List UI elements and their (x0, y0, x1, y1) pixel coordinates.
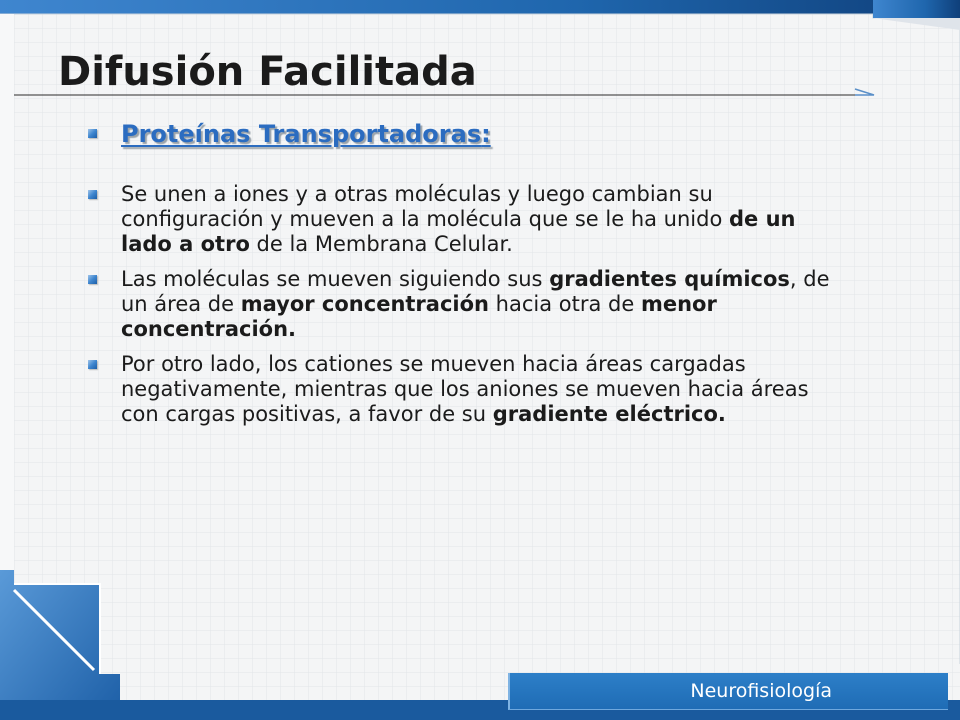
text-segment: , de un área de (121, 267, 830, 316)
text-segment: Las moléculas se mueven siguiendo sus (121, 267, 550, 291)
bullet-text (121, 182, 843, 257)
bold-text: menor concentración. (121, 292, 717, 341)
square-bullet-icon (88, 190, 97, 199)
bullet-item (88, 352, 848, 427)
bullet-text (121, 267, 843, 342)
text-segment: Se unen a iones y a otras moléculas y luego cambian su configuración y mueven a la molécula que se le ha unido (121, 182, 729, 231)
bold-text: gradientes químicos (549, 267, 790, 291)
bold-text: gradiente eléctrico. (492, 402, 726, 426)
footer-label: Neurofisiología (690, 680, 832, 702)
square-bullet-icon (88, 275, 97, 284)
text-segment: de la Membrana Celular. (249, 232, 513, 256)
slide-title: Difusión Facilitada (58, 49, 477, 95)
bold-text: de un lado a otro (121, 207, 796, 256)
subheading-text: Proteínas Transportadoras (121, 120, 482, 148)
subheading (121, 120, 491, 148)
square-bullet-icon (88, 129, 97, 138)
bullet-list (88, 182, 848, 427)
square-bullet-icon (88, 360, 97, 369)
slide-body (88, 120, 848, 437)
bullet-text (121, 352, 843, 427)
subheading-suffix: : (481, 120, 491, 148)
text-segment: Por otro lado, los cationes se mueven hacia áreas cargadas negativamente, mientras que los aniones se mueven hacia áreas con cargas positivas, a favor de su (121, 352, 809, 426)
bullet-item (88, 182, 848, 257)
subheading-row (88, 120, 848, 148)
bold-text: mayor concentración (240, 292, 489, 316)
text-segment: hacia otra de (488, 292, 641, 316)
bullet-item (88, 267, 848, 342)
